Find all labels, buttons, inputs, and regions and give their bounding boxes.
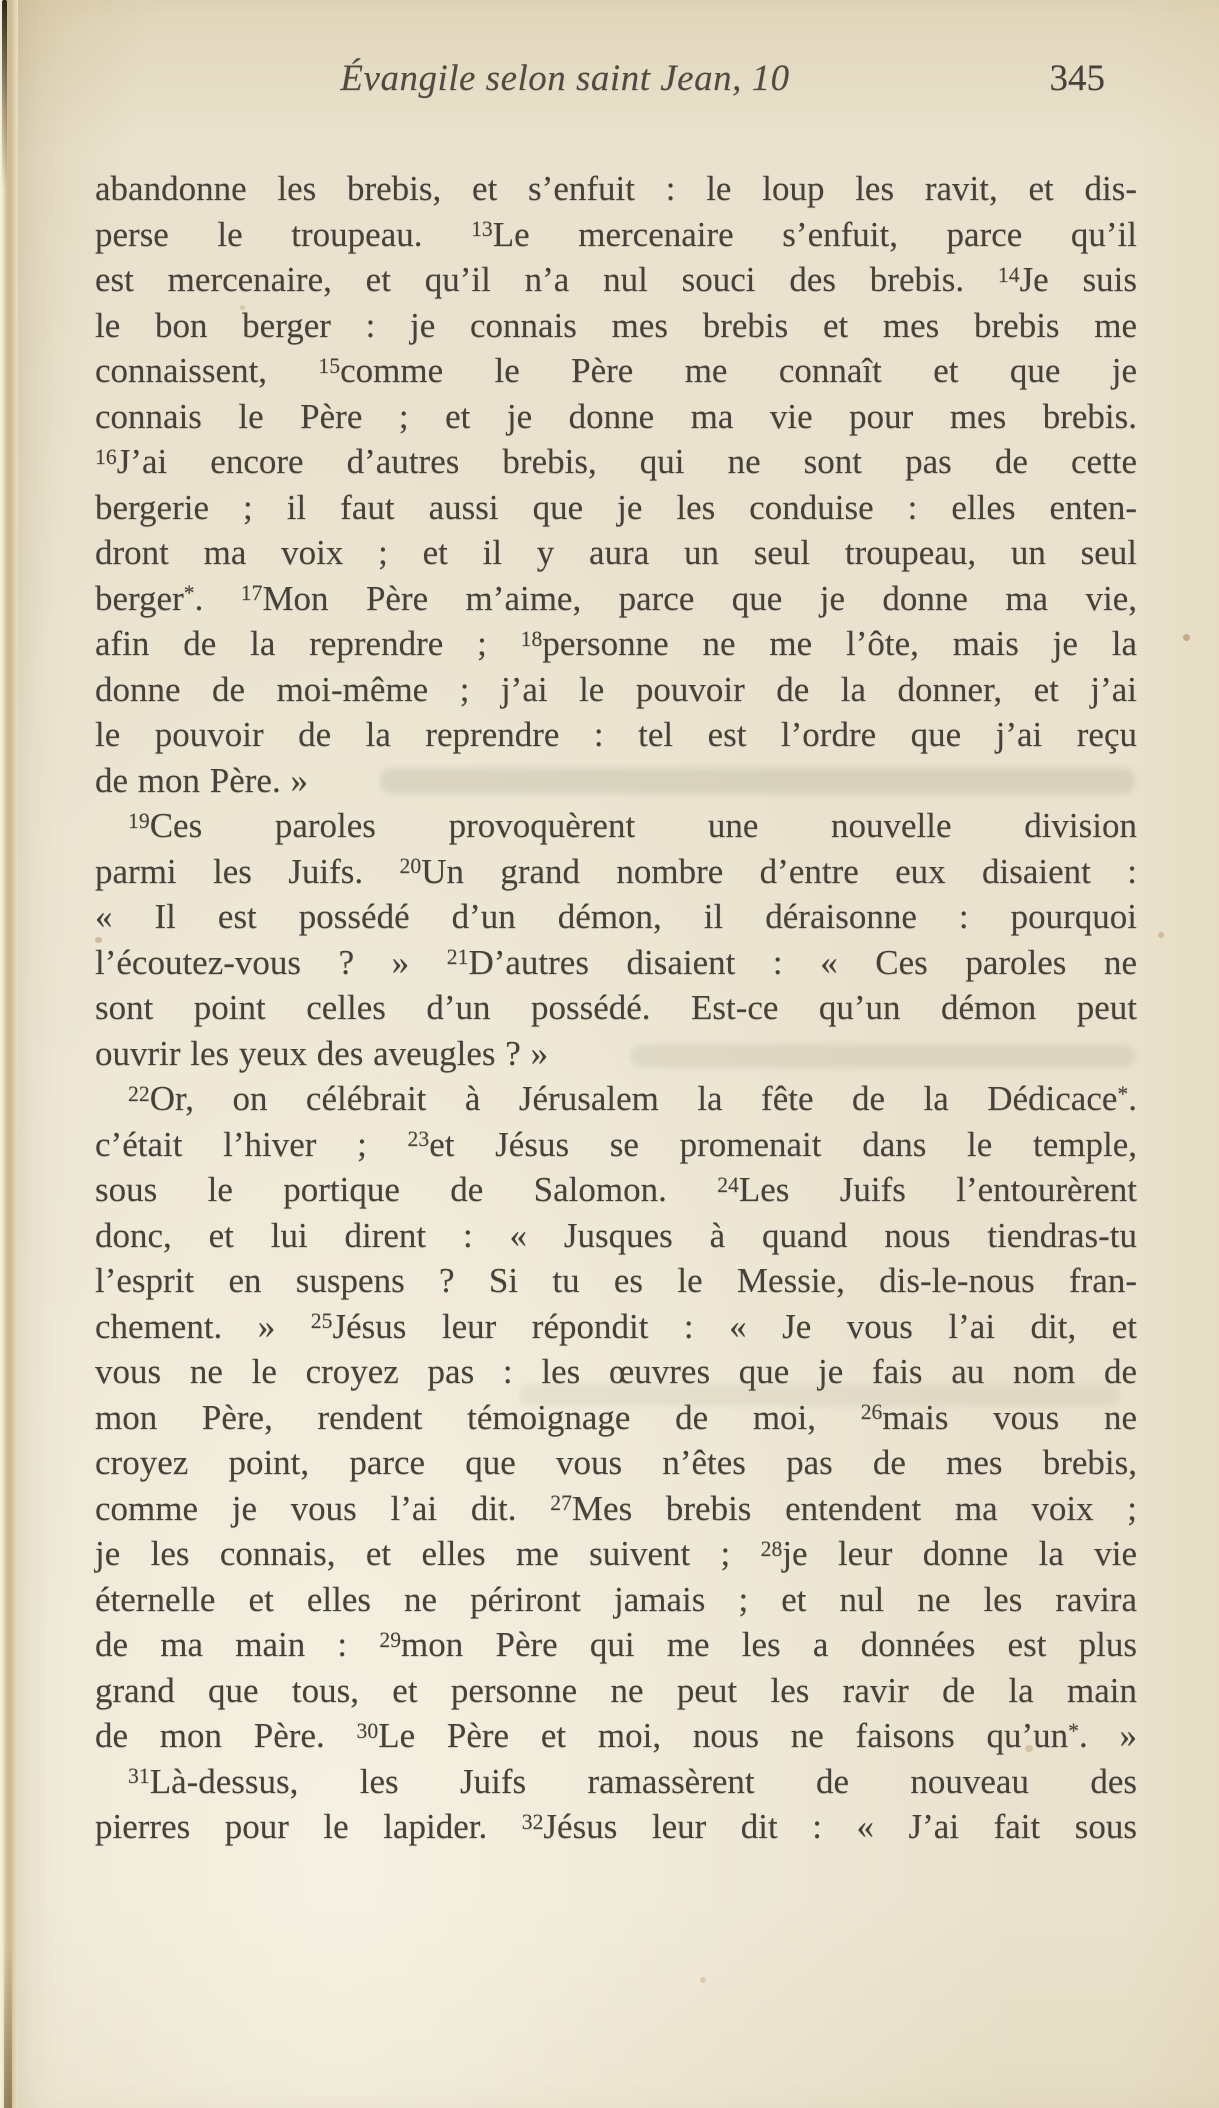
- text-segment: comme le Père me connaît et que je: [340, 351, 1138, 390]
- text-segment: croyez point, parce que vous n’êtes pas de mes brebis,: [95, 1443, 1137, 1482]
- text-segment: et Jésus se promenait dans le temple,: [429, 1124, 1137, 1164]
- text-line: [95, 485, 1137, 531]
- verse-number: 20: [399, 854, 422, 879]
- text-line: [95, 667, 1137, 713]
- text-line: [95, 530, 1137, 576]
- text-line: [95, 1713, 1137, 1759]
- verse-number: 25: [310, 1309, 333, 1334]
- text-line: [95, 1577, 1137, 1623]
- verse-number: 29: [379, 1627, 402, 1652]
- text-line: [95, 1668, 1137, 1714]
- text-segment: Un grand nombre d’entre eux disaient :: [421, 851, 1138, 891]
- verse-number: 28: [760, 1536, 783, 1561]
- text-segment: Mon Père m’aime, parce que je donne ma vie,: [262, 578, 1137, 618]
- verse-number: 13: [471, 217, 493, 242]
- verse-number: 19: [128, 808, 150, 833]
- text-segment: Jésus leur dit : « J’ai fait sous: [543, 1807, 1137, 1846]
- footnote-asterisk: *: [1068, 1718, 1079, 1743]
- paper-speck: [95, 937, 102, 943]
- text-segment: le bon berger : je connais mes brebis et mes brebis me: [95, 305, 1137, 345]
- text-line: [95, 1304, 1137, 1350]
- text-segment: je leur donne la vie: [782, 1534, 1137, 1573]
- text-line: [95, 1486, 1137, 1532]
- text-line: [95, 576, 1137, 622]
- text-line: [95, 1167, 1137, 1213]
- text-segment: Mes brebis entendent ma voix ;: [571, 1488, 1137, 1528]
- verse-number: 31: [128, 1764, 150, 1789]
- text-segment: chement. »: [95, 1306, 311, 1346]
- text-line: [95, 1759, 1137, 1805]
- text-segment: Le Père et moi, nous ne faisons qu’un: [378, 1716, 1069, 1755]
- text-segment: Là-dessus, les Juifs ramassèrent de nouveau des: [149, 1761, 1137, 1801]
- text-line: [95, 985, 1137, 1031]
- text-segment: ouvrir les yeux des aveugles ? »: [95, 1033, 549, 1073]
- text-segment: de mon Père. »: [95, 760, 308, 800]
- text-line: [95, 940, 1137, 986]
- text-segment: pierres pour le lapider.: [95, 1807, 522, 1846]
- text-line: [95, 849, 1137, 895]
- paper-speck: [1025, 1745, 1033, 1752]
- text-segment: l’écoutez-vous ? »: [95, 942, 447, 982]
- paper-speck: [1183, 634, 1190, 641]
- text-segment: l’esprit en suspens ? Si tu es le Messie, dis-le-nous fran-: [95, 1261, 1137, 1300]
- text-segment: . »: [1078, 1716, 1138, 1755]
- text-segment: mon Père qui me les a données est plus: [401, 1625, 1137, 1664]
- text-line: [95, 394, 1137, 440]
- text-segment: berger: [95, 578, 184, 618]
- text-segment: le pouvoir de la reprendre : tel est l’ordre que j’ai reçu: [95, 715, 1137, 754]
- showthrough-mark: [630, 1044, 1135, 1068]
- running-header-title: Évangile selon saint Jean, 10: [340, 58, 790, 99]
- text-line: [95, 1531, 1137, 1577]
- verse-number: 32: [521, 1809, 544, 1834]
- text-segment: connaissent,: [95, 351, 319, 390]
- page-number: 345: [1049, 58, 1105, 99]
- verse-number: 30: [356, 1718, 379, 1743]
- text-segment: personne ne me l’ôte, mais je la: [542, 624, 1137, 663]
- verse-number: 23: [407, 1127, 430, 1152]
- text-segment: donc, et lui dirent : « Jusques à quand nous tiendras-tu: [95, 1215, 1137, 1255]
- text-line: [95, 1258, 1137, 1304]
- text-segment: afin de la reprendre ;: [95, 624, 521, 663]
- text-segment: Ces paroles provoquèrent une nouvelle division: [149, 806, 1137, 845]
- verse-number: 18: [520, 626, 543, 651]
- text-segment: c’était l’hiver ;: [95, 1124, 408, 1164]
- text-line: [95, 621, 1137, 667]
- verse-number: 24: [717, 1172, 739, 1197]
- text-line: [95, 348, 1137, 394]
- verse-number: 21: [446, 945, 469, 970]
- paper-speck: [1158, 932, 1164, 938]
- page-gutter-edge: [0, 0, 18, 2108]
- text-segment: je les connais, et elles me suivent ;: [95, 1534, 761, 1573]
- text-line: [95, 1440, 1137, 1486]
- text-segment: comme je vous l’ai dit.: [95, 1488, 551, 1528]
- text-segment: vous ne le croyez pas : les œuvres que je fais au nom de: [95, 1352, 1137, 1391]
- text-segment: Le mercenaire s’enfuit, parce qu’il: [492, 214, 1137, 254]
- text-segment: Or, on célébrait à Jérusalem la fête de la Dédicace: [149, 1079, 1118, 1118]
- text-line: [95, 1122, 1137, 1168]
- text-segment: dront ma voix ; et il y aura un seul troupeau, un seul: [95, 533, 1137, 572]
- text-line: [95, 166, 1137, 212]
- verse-number: 22: [128, 1081, 150, 1106]
- text-segment: D’autres disaient : « Ces paroles ne: [468, 942, 1137, 982]
- verse-number: 14: [997, 262, 1020, 287]
- paper-speck: [240, 305, 245, 310]
- text-segment: donne de moi-même ; j’ai le pouvoir de la donner, et j’ai: [95, 669, 1137, 709]
- paper-speck: [700, 1977, 706, 1983]
- text-segment: « Il est possédé d’un démon, il déraisonne : pourquoi: [95, 897, 1137, 936]
- text-segment: perse le troupeau.: [95, 214, 472, 254]
- showthrough-mark: [520, 1384, 1120, 1406]
- text-segment: Je suis: [1019, 260, 1137, 299]
- text-segment: sont point celles d’un possédé. Est-ce qu’un démon peut: [95, 988, 1137, 1027]
- text-segment: bergerie ; il faut aussi que je les conduise : elles enten-: [95, 487, 1137, 527]
- text-line: [95, 1076, 1137, 1122]
- text-segment: abandonne les brebis, et s’enfuit : le loup les ravit, et dis-: [95, 169, 1137, 208]
- text-line: [95, 257, 1137, 303]
- footnote-asterisk: *: [183, 581, 195, 606]
- text-segment: sous le portique de Salomon.: [95, 1170, 718, 1209]
- text-line: [95, 303, 1137, 349]
- text-line: [95, 212, 1137, 258]
- text-segment: connais le Père ; et je donne ma vie pour mes brebis.: [95, 396, 1137, 436]
- footnote-asterisk: *: [1117, 1081, 1129, 1106]
- text-line: [95, 439, 1137, 485]
- verse-number: 16: [95, 444, 117, 469]
- body-text: [95, 166, 1137, 1850]
- text-segment: mais vous ne: [882, 1397, 1138, 1437]
- verse-number: 17: [240, 581, 263, 606]
- text-segment: Les Juifs l’entourèrent: [738, 1170, 1137, 1209]
- text-line: [95, 894, 1137, 940]
- text-line: [95, 1622, 1137, 1668]
- text-segment: mon Père, rendent témoignage de moi,: [95, 1397, 861, 1437]
- verse-number: 27: [550, 1491, 572, 1516]
- text-segment: de mon Père.: [95, 1716, 357, 1755]
- text-segment: J’ai encore d’autres brebis, qui ne sont pas de cette: [116, 442, 1137, 481]
- text-segment: grand que tous, et personne ne peut les ravir de la main: [95, 1670, 1137, 1710]
- text-segment: est mercenaire, et qu’il n’a nul souci des brebis.: [95, 260, 998, 299]
- text-line: [95, 803, 1137, 849]
- showthrough-mark: [380, 768, 1135, 794]
- text-segment: .: [194, 578, 241, 618]
- text-line: [95, 1213, 1137, 1259]
- text-line: [95, 1804, 1137, 1850]
- text-segment: Jésus leur répondit : « Je vous l’ai dit, et: [332, 1306, 1137, 1346]
- text-segment: parmi les Juifs.: [95, 851, 400, 891]
- text-line: [95, 712, 1137, 758]
- text-segment: éternelle et elles ne périront jamais ; et nul ne les ravira: [95, 1579, 1137, 1619]
- text-segment: de ma main :: [95, 1625, 380, 1664]
- verse-number: 26: [860, 1400, 883, 1425]
- text-segment: .: [1128, 1079, 1137, 1118]
- verse-number: 15: [318, 353, 341, 378]
